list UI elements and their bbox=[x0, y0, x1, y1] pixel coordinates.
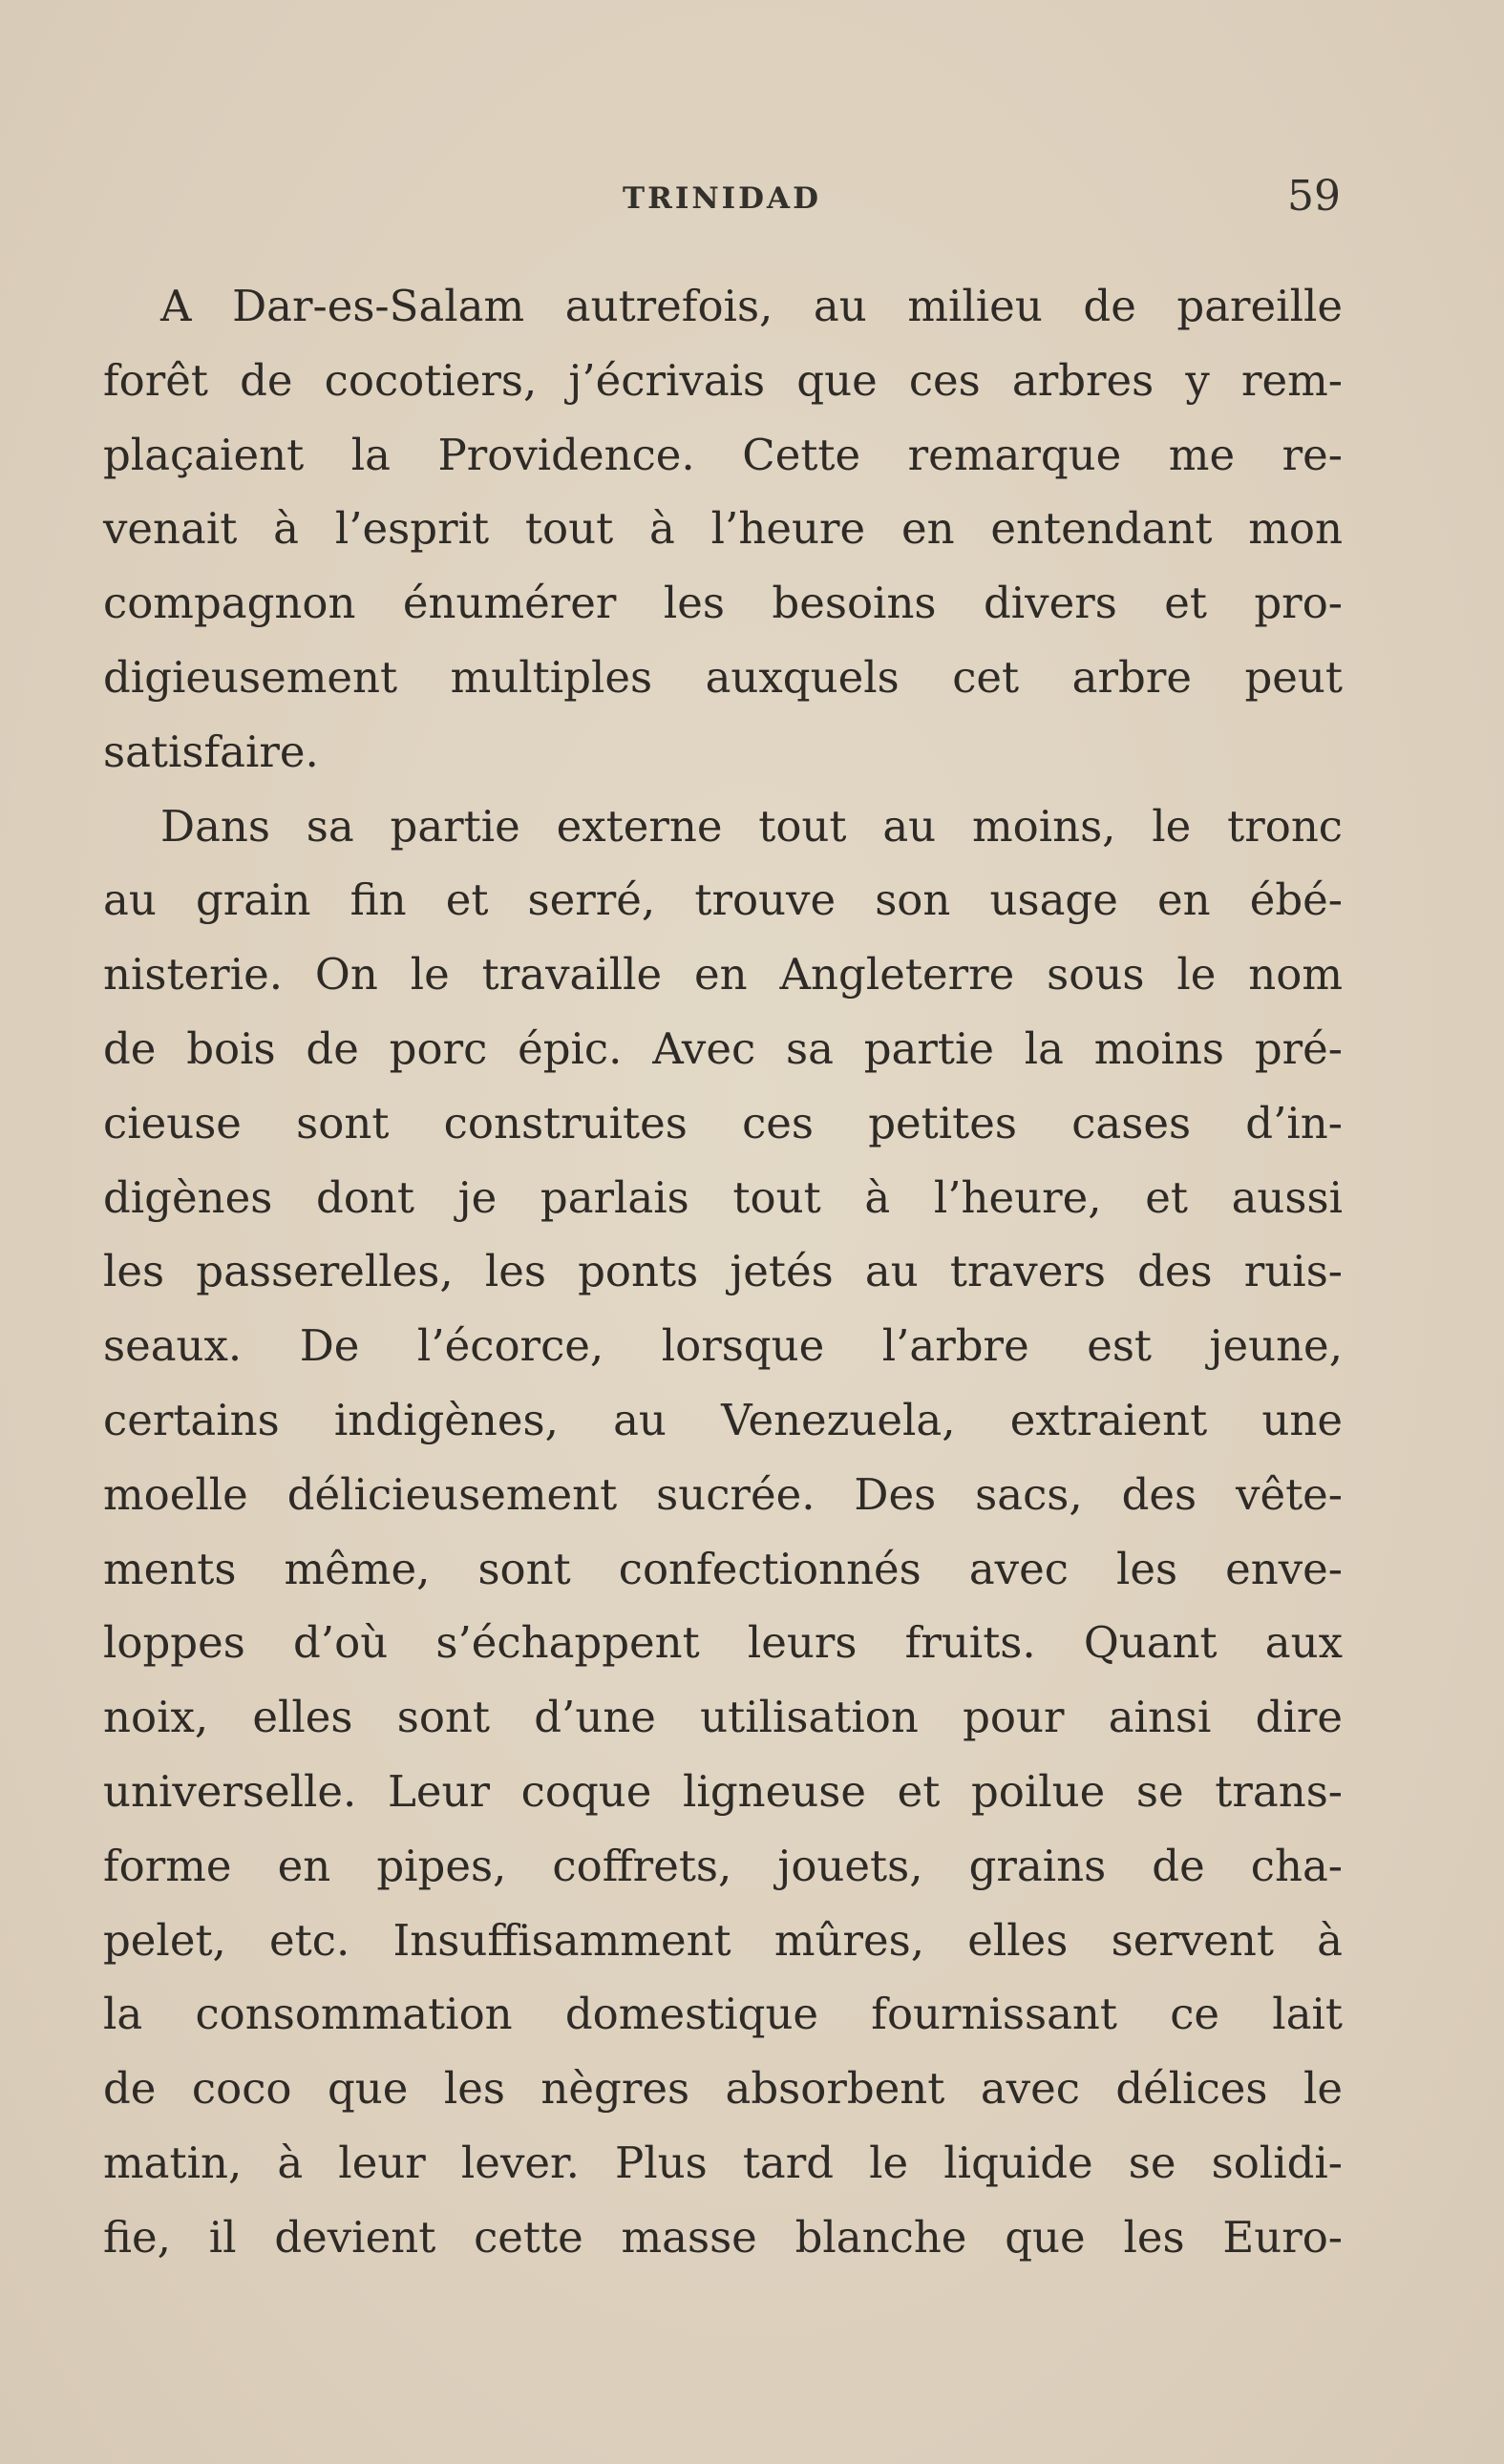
text-line: digènes dont je parlais tout à l’heure, et aussi bbox=[103, 1171, 1343, 1223]
page-number: 59 bbox=[1287, 172, 1341, 221]
text-line: universelle. Leur coque ligneuse et poilue se trans- bbox=[103, 1765, 1343, 1817]
body-text bbox=[103, 269, 1343, 2275]
running-title: TRINIDAD bbox=[623, 181, 821, 216]
text-line: forêt de cocotiers, j’écrivais que ces arbres y rem- bbox=[103, 354, 1343, 406]
text-line: la consommation domestique fournissant ce lait bbox=[103, 1989, 1343, 2040]
text-line: venait à l’esprit tout à l’heure en entendant mon bbox=[103, 503, 1343, 555]
running-head bbox=[0, 172, 1504, 225]
text-line: les passerelles, les ponts jetés au travers des ruis- bbox=[103, 1246, 1343, 1297]
text-line: plaçaient la Providence. Cette remarque me re- bbox=[103, 429, 1343, 480]
text-line: satisfaire. bbox=[103, 726, 319, 777]
text-line: A Dar-es-Salam autrefois, au milieu de pareille bbox=[160, 281, 1343, 331]
text-line: au grain fin et serré, trouve son usage en ébé- bbox=[103, 874, 1343, 926]
text-line: loppes d’où s’échappent leurs fruits. Quant aux bbox=[103, 1617, 1343, 1669]
text-line: pelet, etc. Insuffisamment mûres, elles servent à bbox=[103, 1914, 1343, 1966]
text-line: forme en pipes, coffrets, jouets, grains de cha- bbox=[103, 1840, 1343, 1891]
text-line: compagnon énumérer les besoins divers et pro- bbox=[103, 578, 1343, 629]
text-line: seaux. De l’écorce, lorsque l’arbre est jeune, bbox=[103, 1320, 1343, 1372]
text-line: certains indigènes, au Venezuela, extraient une bbox=[103, 1394, 1343, 1445]
text-line: cieuse sont construites ces petites cases d’in- bbox=[103, 1097, 1343, 1148]
text-line: moelle délicieusement sucrée. Des sacs, des vête- bbox=[103, 1468, 1343, 1520]
text-line: matin, à leur lever. Plus tard le liquide se solidi- bbox=[103, 2137, 1343, 2188]
text-line: de coco que les nègres absorbent avec délices le bbox=[103, 2063, 1343, 2115]
text-line: noix, elles sont d’une utilisation pour ainsi dire bbox=[103, 1692, 1343, 1743]
text-line: nisterie. On le travaille en Angleterre sous le nom bbox=[103, 949, 1343, 1000]
text-line: fie, il devient cette masse blanche que les Euro- bbox=[103, 2211, 1343, 2263]
text-line: de bois de porc épic. Avec sa partie la moins pré- bbox=[103, 1022, 1343, 1074]
text-line: Dans sa partie externe tout au moins, le tronc bbox=[160, 800, 1343, 852]
text-line: digieusement multiples auxquels cet arbre peut bbox=[103, 651, 1343, 703]
text-line: ments même, sont confectionnés avec les enve- bbox=[103, 1543, 1343, 1594]
